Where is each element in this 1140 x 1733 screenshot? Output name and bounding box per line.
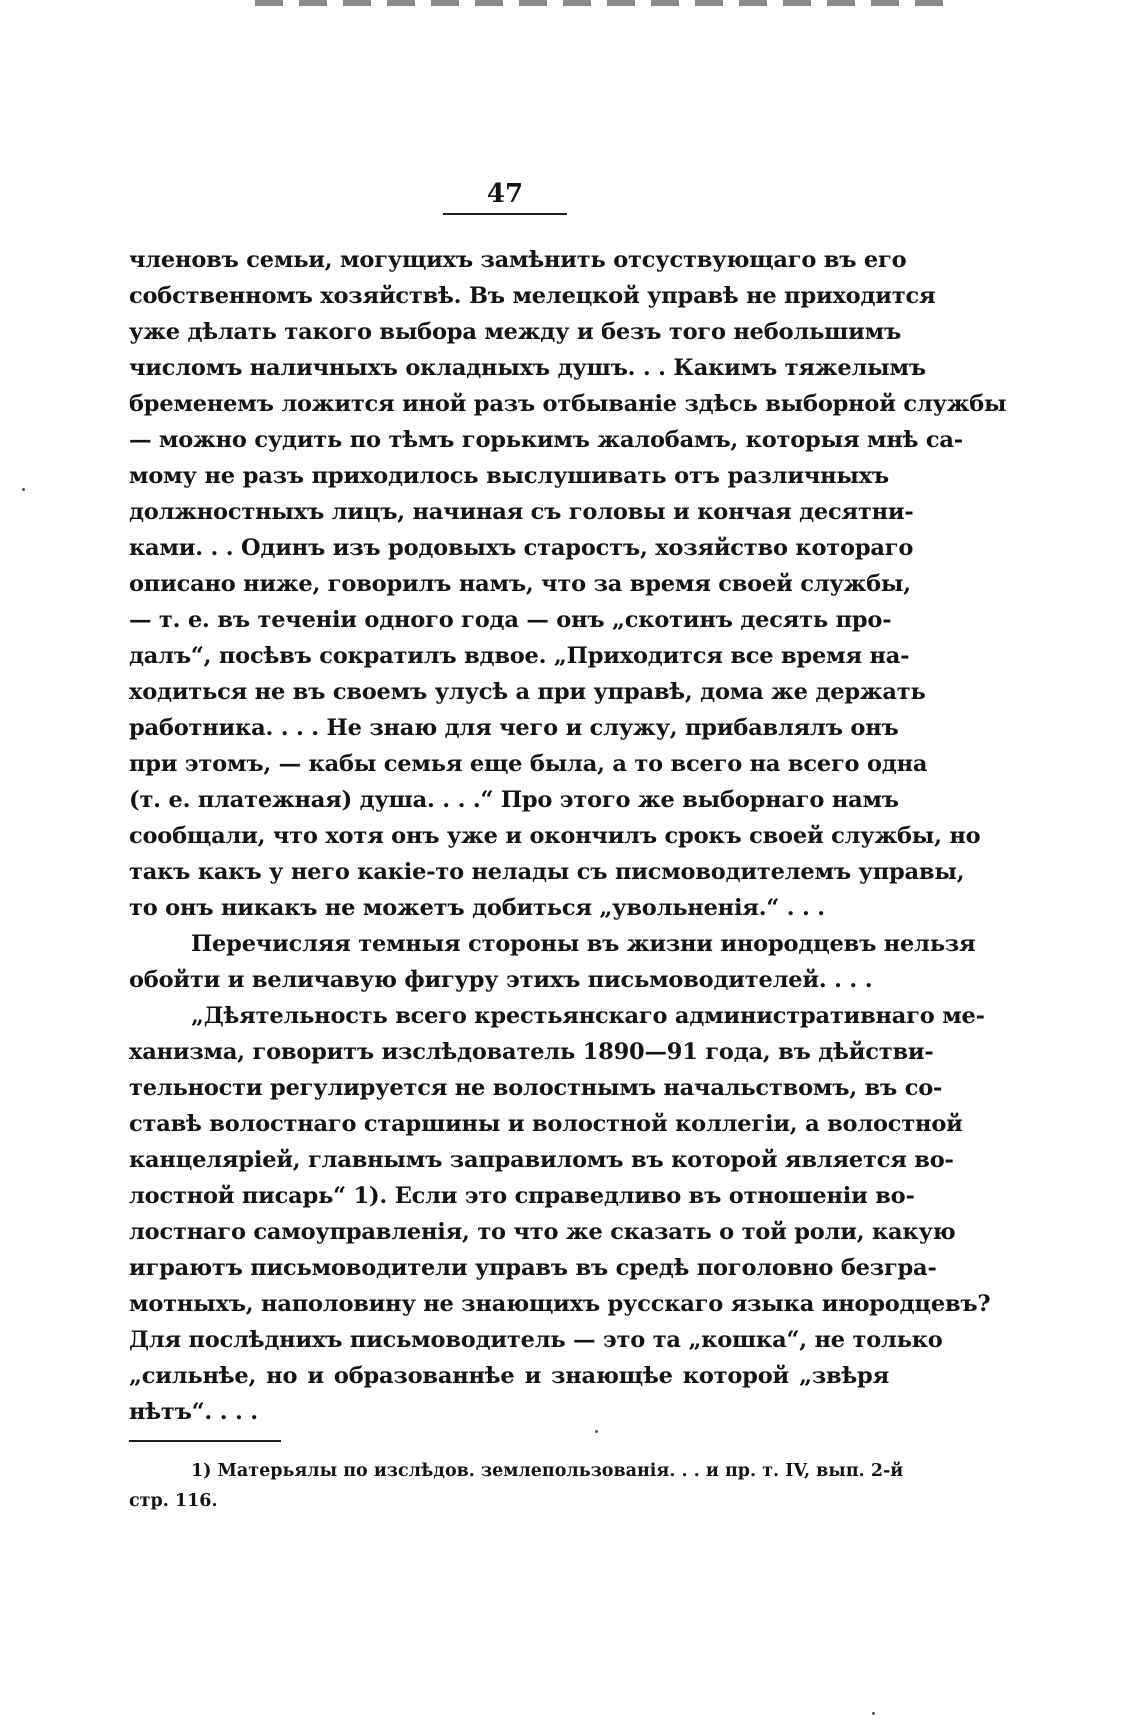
- text-line: далъ“, посѣвъ сократилъ вдвое. „Приходится все время на-: [129, 643, 910, 669]
- text-line: числомъ наличныхъ окладныхъ душъ. . . Какимъ тяжелымъ: [129, 355, 926, 381]
- text-line: сообщали, что хотя онъ уже и окончилъ срокъ своей службы, но: [129, 823, 981, 849]
- text-line: бременемъ ложится иной разъ отбываніе здѣсь выборной службы: [129, 391, 1007, 417]
- text-line: канцеляріей, главнымъ заправиломъ въ которой является во-: [129, 1147, 954, 1173]
- text-line: Для послѣднихъ письмоводитель — это та „кошка“, не только: [129, 1327, 943, 1353]
- previous-page-bleed-through: [255, 0, 945, 6]
- text-line: „Дѣятельность всего крестьянскаго административнаго ме-: [191, 1003, 985, 1029]
- text-line: лостной писарь“ 1). Если это справедливо въ отношеніи во-: [129, 1183, 915, 1209]
- text-line: мотныхъ, наполовину не знающихъ русскаго языка инородцевъ?: [129, 1291, 991, 1317]
- footnote-line: 1) Матерьялы по изслѣдов. землепользованія. . . и пр. т. IV, вып. 2-й: [191, 1461, 904, 1481]
- text-line: при этомъ, — кабы семья еще была, а то всего на всего одна: [129, 751, 928, 777]
- footnote-rule: [129, 1440, 281, 1442]
- text-line: ханизма, говоритъ изслѣдователь 1890—91 года, въ дѣйстви-: [129, 1039, 934, 1065]
- text-line: „сильнѣе, но и образованнѣе и знающѣе которой „звѣря: [129, 1363, 889, 1389]
- text-line: ками. . . Одинъ изъ родовыхъ старостъ, хозяйство котораго: [129, 535, 914, 561]
- text-line: такъ какъ у него какіе-то нелады съ писмоводителемъ управы,: [129, 859, 965, 885]
- text-line: играютъ письмоводители управъ въ средѣ поголовно безгра-: [129, 1255, 937, 1281]
- text-line: — т. е. въ теченіи одного года — онъ „скотинъ десять про-: [129, 607, 892, 633]
- text-line: ставѣ волостнаго старшины и волостной коллегіи, а волостной: [129, 1111, 963, 1137]
- text-line: уже дѣлать такого выбора между и безъ того небольшимъ: [129, 319, 902, 345]
- text-line: описано ниже, говорилъ намъ, что за время своей службы,: [129, 571, 911, 597]
- text-line: нѣтъ“. . . .: [129, 1399, 258, 1425]
- text-line: членовъ семьи, могущихъ замѣнить отсуствующаго въ его: [129, 247, 907, 273]
- footnote: [129, 1456, 904, 1516]
- text-line: ходиться не въ своемъ улусѣ а при управѣ, дома же держать: [129, 679, 926, 705]
- text-line: тельности регулируется не волостнымъ начальствомъ, въ со-: [129, 1075, 943, 1101]
- text-line: то онъ никакъ не можетъ добиться „увольненія.“ . . .: [129, 895, 825, 921]
- text-line: лостнаго самоуправленія, то что же сказать о той роли, какую: [129, 1219, 956, 1245]
- text-line: Перечисляя темныя стороны въ жизни инородцевъ нельзя: [191, 931, 976, 957]
- text-line: — можно судить по тѣмъ горькимъ жалобамъ, которыя мнѣ са-: [129, 427, 963, 453]
- footnote-line: стр. 116.: [129, 1491, 218, 1511]
- scan-speck: [872, 1712, 875, 1715]
- text-line: (т. е. платежная) душа. . . .“ Про этого же выборнаго намъ: [129, 787, 899, 813]
- page-number-rule: [443, 213, 567, 215]
- scan-speck: [595, 1430, 598, 1433]
- scan-speck: [22, 488, 25, 491]
- text-line: мому не разъ приходилось выслушивать отъ различныхъ: [129, 463, 889, 489]
- text-line: работника. . . . Не знаю для чего и служу, прибавлялъ онъ: [129, 715, 899, 741]
- text-line: должностныхъ лицъ, начиная съ головы и кончая десятни-: [129, 499, 914, 525]
- page-number: 47: [486, 179, 524, 209]
- text-line: обойти и величавую фигуру этихъ письмоводителей. . . .: [129, 967, 873, 993]
- body-text: [129, 242, 1007, 1430]
- text-line: собственномъ хозяйствѣ. Въ мелецкой управѣ не приходится: [129, 283, 936, 309]
